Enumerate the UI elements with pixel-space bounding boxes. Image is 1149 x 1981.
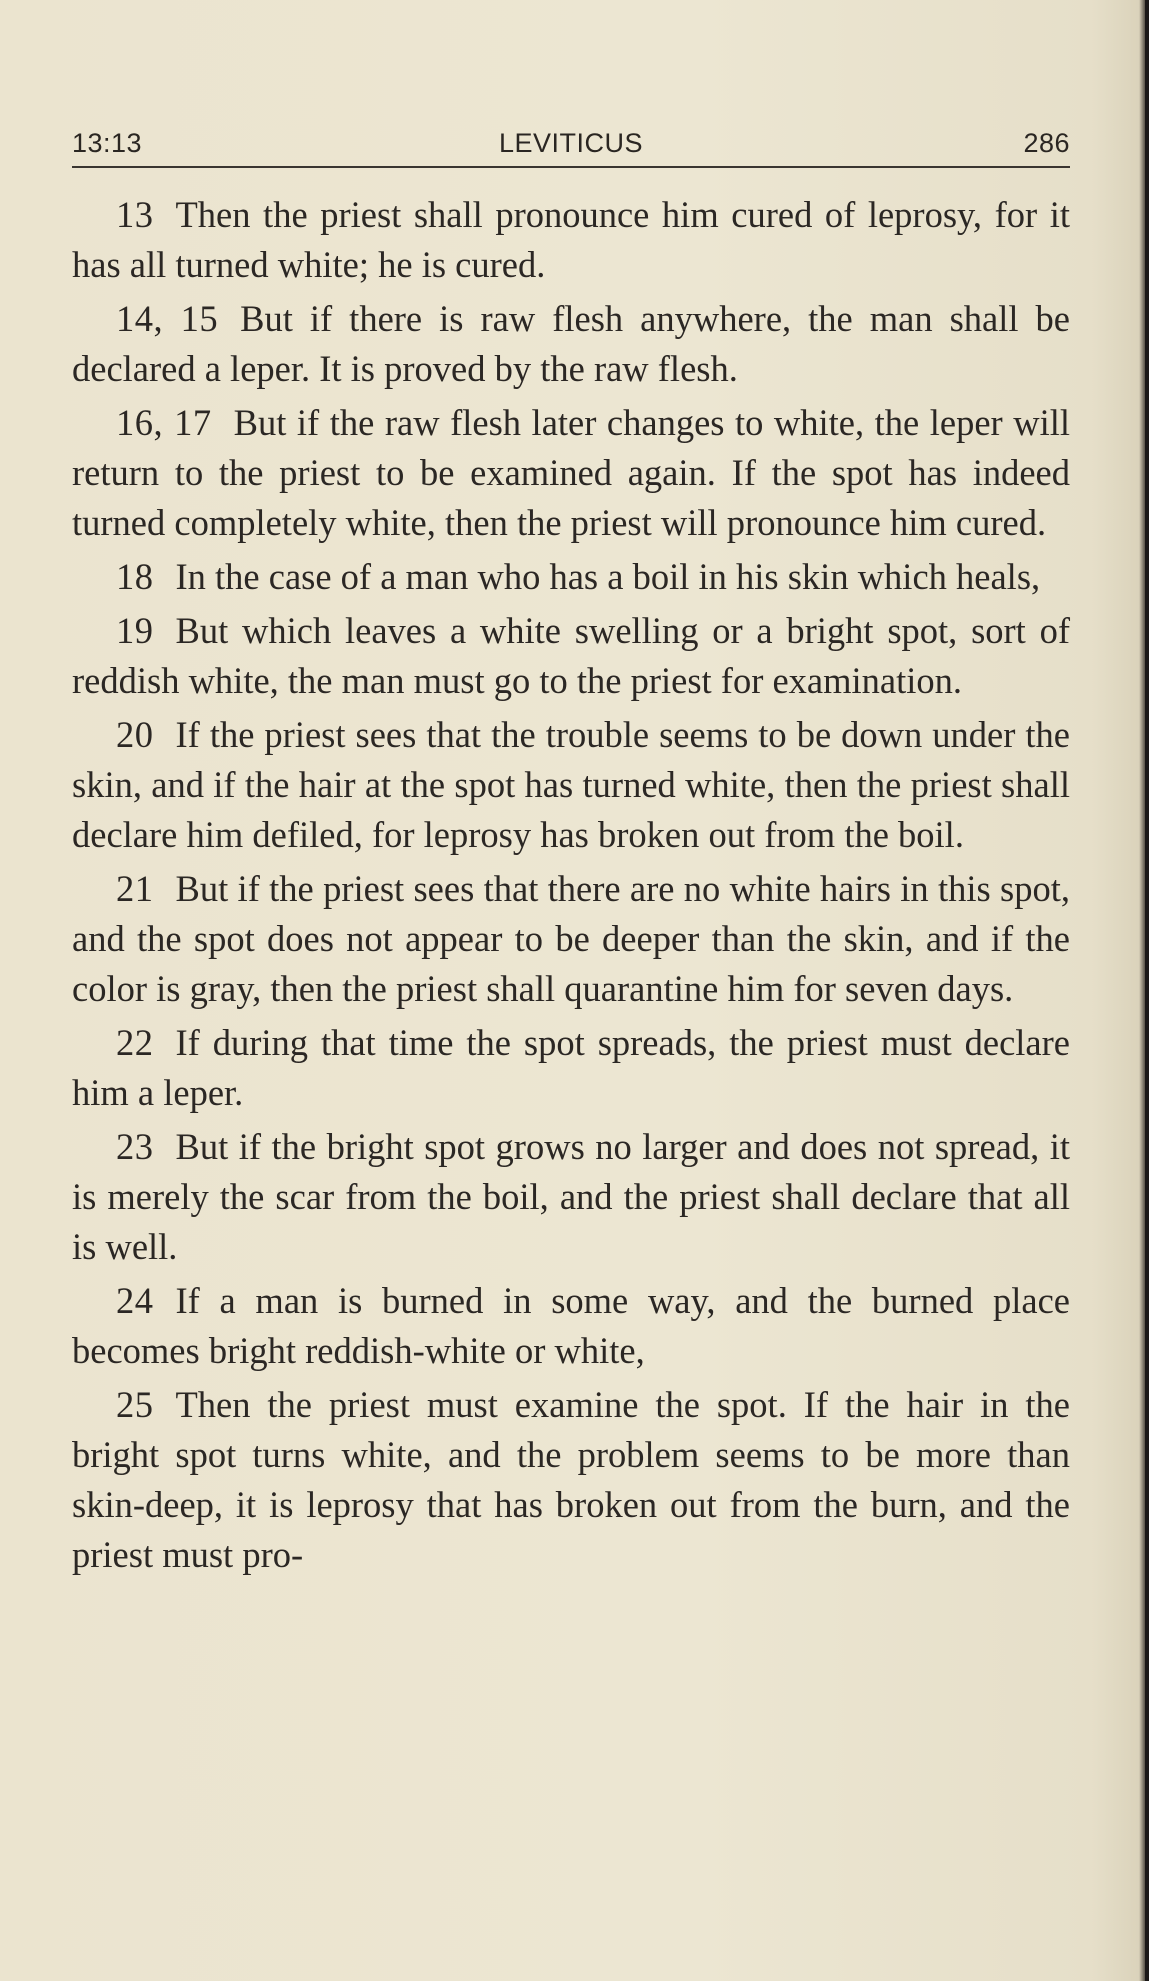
scripture-body <box>72 190 1070 1584</box>
verse-number: 18 <box>116 556 154 597</box>
verse <box>72 294 1070 394</box>
verse <box>72 1122 1070 1272</box>
verse-text: But if there is raw flesh anywhere, the man shall be declared a leper. It is proved by the raw flesh. <box>72 298 1070 389</box>
verse <box>72 1276 1070 1376</box>
verse-text: Then the priest must examine the spot. If the hair in the bright spot turns white, and the problem seems to be more than skin-deep, it is leprosy that has broken out from the burn, and the priest must pro- <box>72 1384 1070 1575</box>
verse-number: 16, 17 <box>116 402 212 443</box>
verse-text: But if the priest sees that there are no white hairs in this spot, and the spot does not appear to be deeper than the skin, and if the color is gray, then the priest shall quarantine him for seven days. <box>72 868 1070 1009</box>
verse-text: But if the raw flesh later changes to white, the leper will return to the priest to be examined again. If the spot has indeed turned completely white, then the priest will pronounce him cured. <box>72 402 1071 543</box>
verse <box>72 398 1070 548</box>
verse <box>72 864 1070 1014</box>
verse <box>72 1380 1070 1580</box>
verse <box>72 552 1070 602</box>
page-number: 286 <box>1023 128 1070 158</box>
chapter-verse-reference: 13:13 <box>72 128 143 158</box>
verse-number: 20 <box>116 714 154 755</box>
verse <box>72 190 1070 290</box>
verse-text: But which leaves a white swelling or a bright spot, sort of reddish white, the man must go to the priest for examination. <box>72 610 1070 701</box>
verse-number: 13 <box>116 194 154 235</box>
verse-text: Then the priest shall pronounce him cured of leprosy, for it has all turned white; he is cured. <box>72 194 1070 285</box>
verse-text: If a man is burned in some way, and the burned place becomes bright reddish-white or white, <box>72 1280 1070 1371</box>
spine-edge <box>1145 0 1149 1981</box>
verse-number: 25 <box>116 1384 154 1425</box>
verse <box>72 606 1070 706</box>
verse-number: 22 <box>116 1022 154 1063</box>
verse-number: 23 <box>116 1126 154 1167</box>
verse-number: 14, 15 <box>116 298 219 339</box>
verse <box>72 1018 1070 1118</box>
book-title: LEVITICUS <box>498 128 644 158</box>
verse <box>72 710 1070 860</box>
verse-text: If during that time the spot spreads, the priest must declare him a leper. <box>72 1022 1070 1113</box>
verse-text: If the priest sees that the trouble seems to be down under the skin, and if the hair at the spot has turned white, then the priest shall declare him defiled, for leprosy has broken out from the boil. <box>72 714 1070 855</box>
verse-text: In the case of a man who has a boil in his skin which heals, <box>175 556 1041 597</box>
running-header <box>72 128 1070 166</box>
verse-number: 24 <box>116 1280 154 1321</box>
verse-text: But if the bright spot grows no larger and does not spread, it is merely the scar from the boil, and the priest shall declare that all is well. <box>72 1126 1070 1267</box>
verse-number: 19 <box>116 610 154 651</box>
verse-number: 21 <box>116 868 154 909</box>
header-rule <box>72 166 1070 168</box>
